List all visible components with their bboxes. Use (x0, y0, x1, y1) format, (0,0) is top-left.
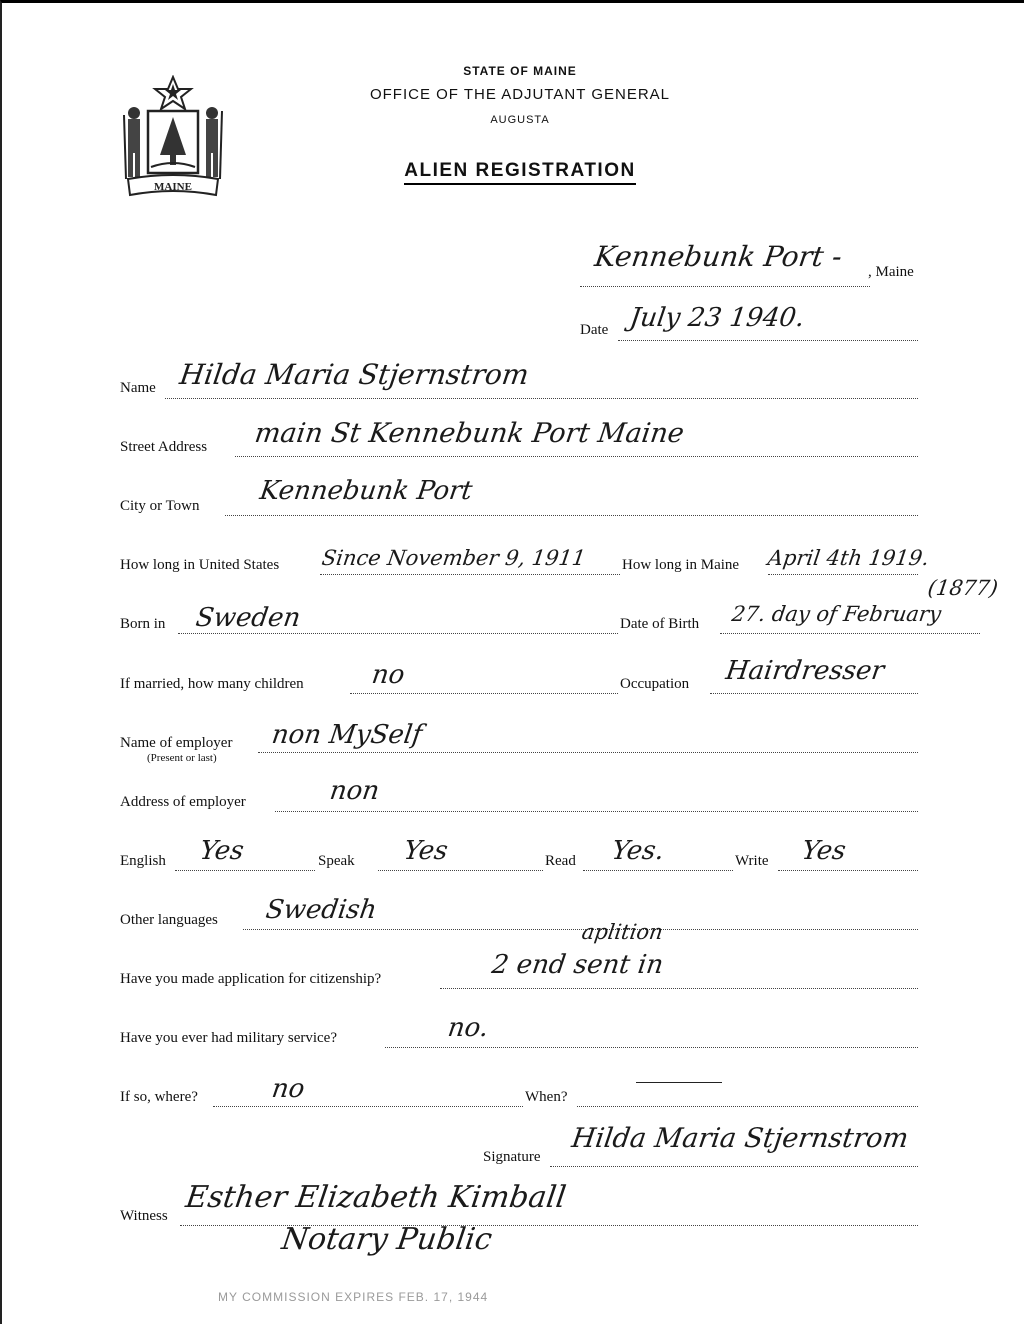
commission-stamp: MY COMMISSION EXPIRES FEB. 17, 1944 (218, 1290, 489, 1304)
born-in-value: Sweden (193, 603, 303, 633)
name-line (165, 398, 918, 399)
children-label: If married, how many children (120, 676, 304, 692)
when-dash (636, 1082, 722, 1083)
other-languages-line (243, 929, 918, 930)
citizenship-line (440, 988, 918, 989)
speak-value: Yes (401, 836, 450, 866)
street-value: main St Kennebunk Port Maine (252, 418, 687, 449)
how-long-maine-line (768, 574, 918, 575)
maine-state-seal (118, 75, 228, 200)
witness-name: Esther Elizabeth Kimball (183, 1180, 569, 1215)
how-long-maine-value: April 4th 1919. (766, 546, 931, 570)
date-value: July 23 1940. (627, 303, 807, 333)
english-label: English (120, 853, 166, 869)
employer-address-line (275, 811, 918, 812)
form-title (300, 160, 740, 182)
city-value: Kennebunk Port (257, 476, 475, 506)
signature-label: Signature (483, 1149, 541, 1165)
form-title-text: ALIEN REGISTRATION (404, 160, 635, 185)
read-value: Yes. (609, 836, 667, 866)
when-label: When? (525, 1089, 568, 1105)
street-label: Street Address (120, 439, 208, 455)
citizenship-label: Have you made application for citizenship? (120, 971, 382, 987)
name-label: Name (120, 380, 156, 396)
seal-text: MAINE (154, 181, 192, 193)
speak-line (378, 870, 543, 871)
how-long-us-value: Since November 9, 1911 (320, 546, 588, 570)
born-in-line (178, 633, 618, 634)
citizenship-value-line1: aplition (580, 920, 665, 944)
where-value: no (269, 1074, 307, 1104)
children-line (350, 693, 618, 694)
how-long-maine-label: How long in Maine (622, 557, 740, 573)
signature-line (550, 1166, 918, 1167)
city-line (225, 515, 918, 516)
english-value: Yes (197, 836, 246, 866)
occupation-label: Occupation (620, 676, 690, 692)
dob-value: 27. day of February (730, 602, 943, 626)
state-heading: STATE OF MAINE (463, 64, 577, 78)
employer-line (258, 752, 918, 753)
employer-address-value: non (327, 776, 382, 806)
write-value: Yes (799, 836, 848, 866)
witness-notary: Notary Public (279, 1222, 495, 1257)
where-line (213, 1106, 523, 1107)
town-line (580, 286, 870, 287)
employer-address-label: Address of employer (120, 794, 246, 810)
military-label: Have you ever had military service? (120, 1030, 337, 1046)
write-line (778, 870, 918, 871)
witness-label: Witness (120, 1208, 168, 1224)
office-heading: OFFICE OF THE ADJUTANT GENERAL (369, 86, 671, 103)
dob-year-value: (1877) (926, 576, 1000, 600)
street-line (235, 456, 918, 457)
name-value: Hilda Maria Stjernstrom (177, 358, 531, 391)
city-label: City or Town (120, 498, 200, 514)
children-value: no (369, 660, 407, 690)
dob-line (720, 633, 980, 634)
town-value: Kennebunk Port - (592, 240, 845, 273)
occupation-line (710, 693, 918, 694)
employer-label: Name of employer (120, 735, 233, 751)
when-line (577, 1106, 918, 1107)
maine-label: , Maine (868, 264, 914, 280)
city-heading: AUGUSTA (490, 114, 550, 126)
employer-sublabel: (Present or last) (147, 752, 217, 764)
where-label: If so, where? (120, 1089, 198, 1105)
date-label: Date (580, 322, 609, 338)
read-line (583, 870, 733, 871)
other-languages-label: Other languages (120, 912, 218, 928)
military-line (385, 1047, 918, 1048)
other-languages-value: Swedish (263, 895, 379, 925)
how-long-us-label: How long in United States (120, 557, 280, 573)
signature-value: Hilda Maria Stjernstrom (569, 1123, 911, 1154)
how-long-us-line (320, 574, 620, 575)
military-value: no. (445, 1013, 491, 1043)
dob-label: Date of Birth (620, 616, 700, 632)
occupation-value: Hairdresser (723, 656, 886, 686)
date-line (618, 340, 918, 341)
citizenship-value-line2: 2 end sent in (489, 950, 666, 980)
read-label: Read (545, 853, 576, 869)
write-label: Write (735, 853, 769, 869)
employer-value: non MySelf (269, 720, 424, 750)
english-line (175, 870, 315, 871)
speak-label: Speak (318, 853, 355, 869)
born-in-label: Born in (120, 616, 166, 632)
